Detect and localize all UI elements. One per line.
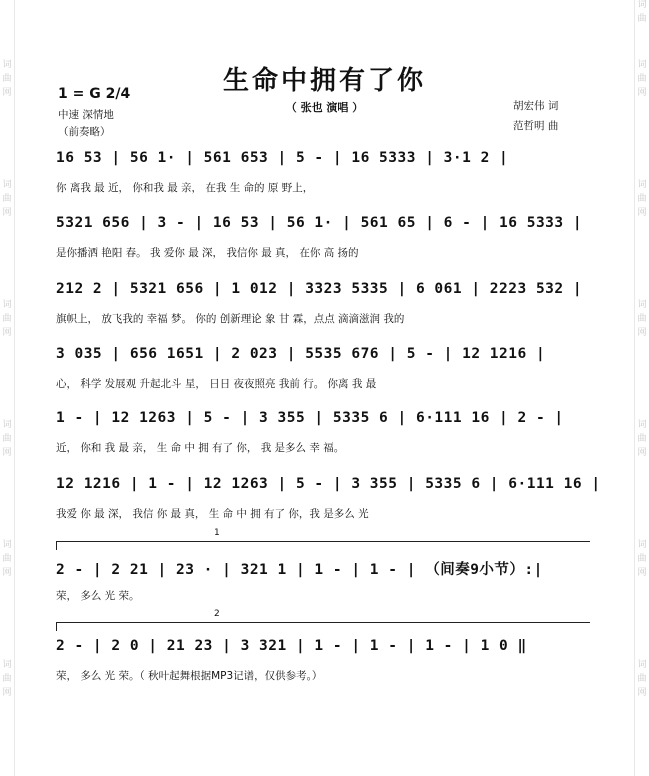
watermark-char: 词 xyxy=(637,540,647,550)
watermark-char: 词 xyxy=(2,420,12,430)
lyrics-line: 近， 你和 我 最 亲， 生 命 中 拥 有了 你， 我 是多么 幸 福。 xyxy=(56,442,345,454)
intro-note: （前奏略） xyxy=(58,126,111,138)
numbered-notation: 5321 656 | 3 - | 16 53 | 56 1· | 561 65 | 6 - | 16 5333 | xyxy=(56,215,583,231)
performer-credit: （ 张也 演唱 ） xyxy=(285,101,364,114)
watermark-char: 网 xyxy=(637,328,647,338)
watermark-char: 网 xyxy=(2,688,12,698)
watermark-char: 曲 xyxy=(2,434,12,444)
first-ending-bracket xyxy=(56,528,590,542)
watermark-char: 曲 xyxy=(637,14,647,24)
watermark-char: 词 xyxy=(2,300,12,310)
song-title: 生命中拥有了你 xyxy=(222,66,426,96)
watermark-char: 曲 xyxy=(637,74,647,84)
numbered-notation: 2 - | 2 0 | 21 23 | 3 321 | 1 - | 1 - | 1 - | 1 0 ‖ xyxy=(56,638,527,654)
watermark-char: 曲 xyxy=(637,674,647,684)
lyrics-line: 我爱 你 最 深， 我信 你 最 真， 生 命 中 拥 有了 你，我 是多么 光 xyxy=(56,508,369,520)
lyrics-line: 是你播洒 艳阳 春。 我 爱你 最 深， 我信你 最 真， 在你 高 扬的 xyxy=(56,247,359,259)
watermark-char: 词 xyxy=(637,60,647,70)
numbered-notation: 3 035 | 656 1651 | 2 023 | 5535 676 | 5 - | 12 1216 | xyxy=(56,346,546,362)
watermark-char: 曲 xyxy=(2,194,12,204)
tempo-marking: 中速 深情地 xyxy=(58,109,114,121)
watermark-char: 曲 xyxy=(2,554,12,564)
ending-number: 1 xyxy=(214,528,220,538)
second-ending-bracket xyxy=(56,609,590,623)
watermark-char: 网 xyxy=(637,568,647,578)
numbered-notation: 1 - | 12 1263 | 5 - | 3 355 | 5335 6 | 6·111 16 | 2 - | xyxy=(56,410,564,426)
numbered-notation: 12 1216 | 1 - | 12 1263 | 5 - | 3 355 | 5335 6 | 6·111 16 | xyxy=(56,476,601,492)
watermark-char: 网 xyxy=(2,448,12,458)
watermark-char: 曲 xyxy=(637,434,647,444)
key-signature: 1 = G 2/4 xyxy=(58,86,131,102)
lyrics-line: 心， 科学 发展观 升起北斗 星， 日日 夜夜照亮 我前 行。 你离 我 最 xyxy=(56,378,377,390)
watermark-char: 词 xyxy=(2,180,12,190)
numbered-notation: 212 2 | 5321 656 | 1 012 | 3323 5335 | 6 061 | 2223 532 | xyxy=(56,281,583,297)
watermark-char: 词 xyxy=(637,0,647,10)
watermark-char: 曲 xyxy=(2,674,12,684)
composer-credit: 范哲明 曲 xyxy=(513,120,559,132)
watermark-char: 网 xyxy=(637,88,647,98)
numbered-notation: 16 53 | 56 1· | 561 653 | 5 - | 16 5333 | 3·1 2 | xyxy=(56,150,509,166)
watermark-char: 网 xyxy=(637,448,647,458)
lyricist-credit: 胡宏伟 词 xyxy=(513,100,559,112)
watermark-left-strip xyxy=(0,0,15,776)
watermark-char: 曲 xyxy=(2,314,12,324)
watermark-char: 词 xyxy=(637,660,647,670)
watermark-char: 网 xyxy=(637,208,647,218)
watermark-char: 词 xyxy=(637,180,647,190)
watermark-char: 曲 xyxy=(637,554,647,564)
watermark-char: 曲 xyxy=(637,314,647,324)
watermark-char: 网 xyxy=(2,208,12,218)
lyrics-line: 旗帜上， 放飞我的 幸福 梦。 你的 创新理论 象 甘 霖，点点 滴滴滋润 我的 xyxy=(56,313,405,325)
ending-number: 2 xyxy=(214,609,220,619)
lyrics-line: 你 离我 最 近， 你和我 最 亲， 在我 生 命的 原 野上， xyxy=(56,182,314,194)
watermark-char: 曲 xyxy=(2,74,12,84)
numbered-notation: 2 - | 2 21 | 23 · | 321 1 | 1 - | 1 - | （间奏9小节）:| xyxy=(56,562,543,578)
watermark-char: 词 xyxy=(2,660,12,670)
watermark-char: 网 xyxy=(2,568,12,578)
lyrics-line: 荣， 多么 光 荣。 xyxy=(56,590,140,602)
watermark-right-strip xyxy=(634,0,649,776)
watermark-char: 网 xyxy=(637,688,647,698)
watermark-char: 曲 xyxy=(637,194,647,204)
watermark-char: 词 xyxy=(637,420,647,430)
watermark-char: 词 xyxy=(637,300,647,310)
watermark-char: 网 xyxy=(2,88,12,98)
lyrics-line: 荣， 多么 光 荣。（ 秋叶起舞根据MP3记谱，仅供参考。） xyxy=(56,670,323,682)
watermark-char: 词 xyxy=(2,540,12,550)
watermark-char: 词 xyxy=(2,60,12,70)
watermark-char: 网 xyxy=(2,328,12,338)
